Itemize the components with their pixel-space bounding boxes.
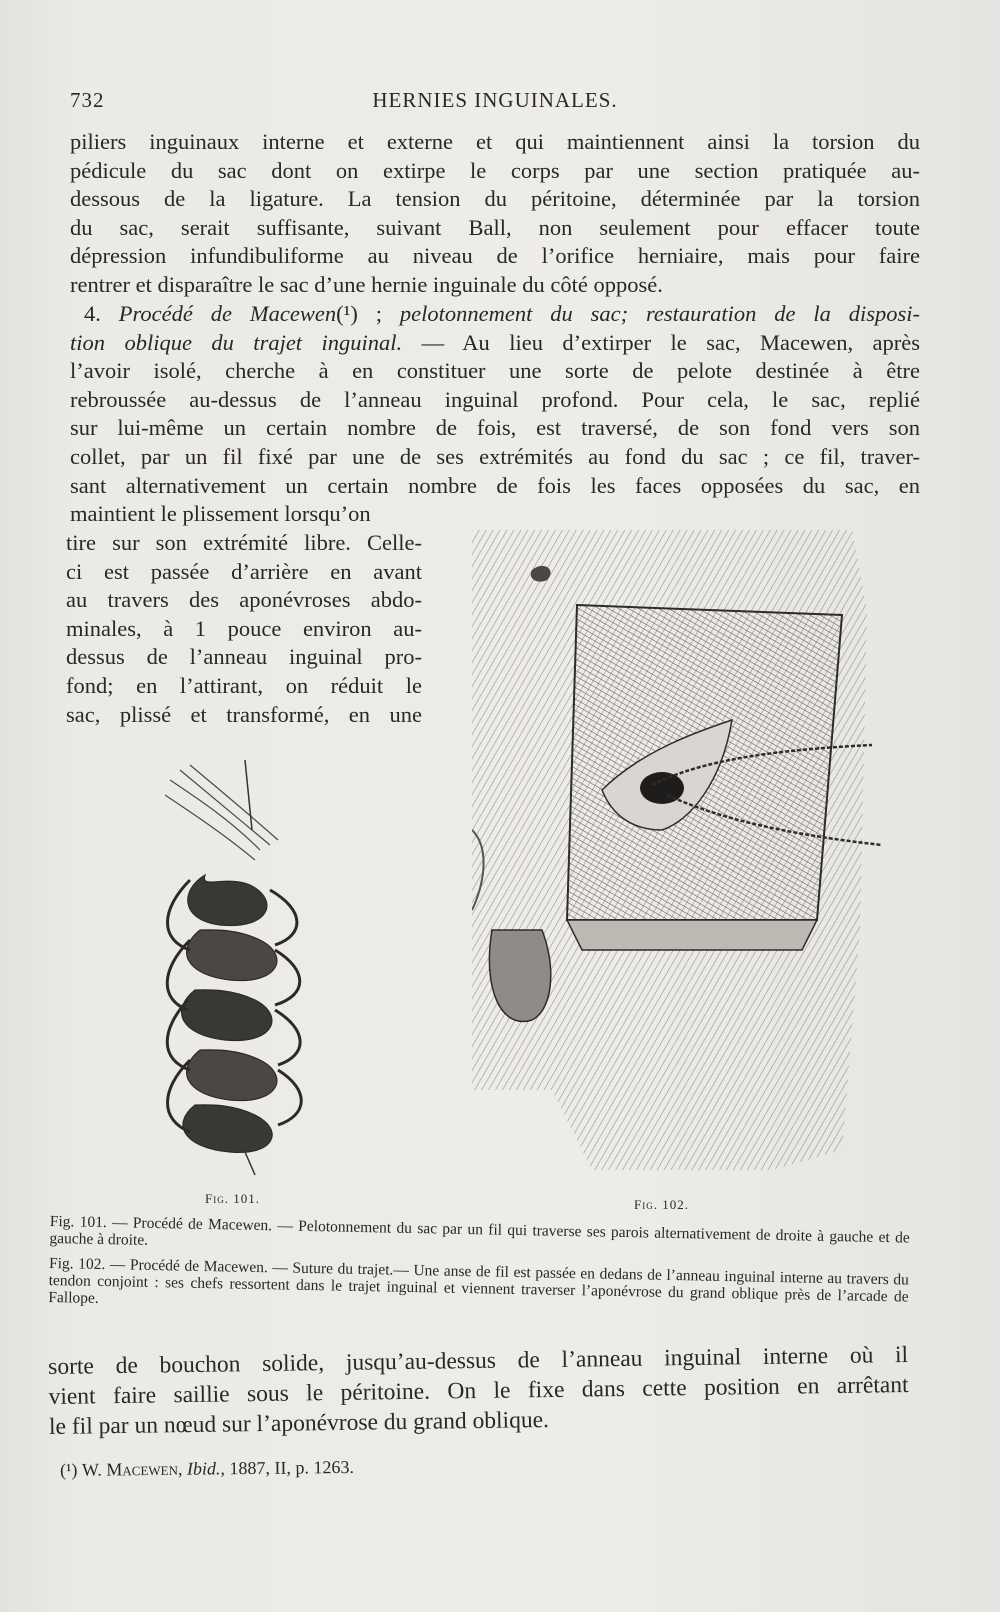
footnote-ref: (¹) ; (336, 301, 400, 326)
text-line: le fil par un nœud sur l’aponévrose du grand oblique. (48, 1407, 550, 1440)
footnote (60, 1457, 354, 1481)
text-line: tire sur son extrémité libre. Celle- (66, 530, 422, 555)
section-number: 4. (84, 301, 101, 326)
figure-101-label: Fig. 101. (205, 1191, 260, 1206)
text-line: dessus de l’anneau inguinal pro- (66, 644, 422, 670)
figure-102 (472, 530, 884, 1180)
section-title-line (70, 329, 920, 358)
footnote-author: W. Macewen, (81, 1458, 188, 1480)
footnote-ibid: Ibid. (186, 1458, 221, 1479)
text-line: rebroussée au-dessus de l’anneau inguinal profond. Pour cela, le sac, replié (70, 386, 920, 412)
text-line: dépression infundibuliforme au niveau de l’orifice herniaire, mais pour faire (70, 243, 920, 269)
text-line: du sac, serait suffisante, suivant Ball, non seulement pour effacer toute (70, 214, 920, 240)
text-line: l’avoir isolé, cherche à en constituer une sorte de pelote destinée à être (70, 358, 920, 384)
surgical-field-illustration (472, 530, 884, 1180)
caption-fig-102: Fig. 102. — Procédé de Macewen. — Suture du trajet.— Une anse de fil est passée en dedans de l’anneau inguinal interne au travers du tendon conjoint : ses chefs ressortent dans le trajet inguinal et viennent traverser l’aponévrose du grand oblique près de l’arcade de Fallope. (48, 1254, 910, 1307)
text-line: sorte de bouchon solide, jusqu’au-dessus de l’anneau inguinal interne où il (48, 1341, 909, 1380)
text-line: fond; en l’attirant, on réduit le (66, 672, 422, 698)
text-line: rentrer et disparaître le sac d’une hernie inguinale du côté opposé. (70, 271, 663, 297)
page-header (70, 88, 920, 114)
wrapped-paragraph (66, 529, 422, 729)
section-title-italic: pelotonnement du sac; restauration de la disposi- (399, 301, 921, 326)
page-number: 732 (70, 88, 105, 112)
text-line: — Au lieu d’extirper le sac, Macewen, après (402, 329, 921, 355)
text-line: sac, plissé et transformé, en une (66, 701, 422, 727)
paragraph-continued (70, 128, 920, 300)
figure-102-label: Fig. 102. (634, 1197, 689, 1212)
text-line: minales, à 1 pouce environ au- (66, 615, 422, 641)
footnote-reference: , 1887, II, p. 1263. (220, 1456, 355, 1479)
section-4 (70, 300, 920, 529)
section-title-italic: tion oblique du trajet inguinal. (70, 329, 403, 355)
text-line: ci est passée d’arrière en avant (66, 558, 422, 584)
text-line: au travers des aponévroses abdo- (66, 587, 422, 613)
text-line: dessous de la ligature. La tension du péritoine, déterminée par la torsion (70, 186, 920, 212)
figure-101 (160, 760, 330, 1180)
text-line: collet, par un fil fixé par une de ses extrémités au fond du sac ; ce fil, traver- (70, 443, 920, 469)
text-line: maintient le plissement lorsqu’on (70, 501, 371, 527)
text-line: vient faire saillie sous le péritoine. On le fixe dans cette position en arrêtant (48, 1371, 909, 1410)
text-line: sant alternativement un certain nombre de fois les faces opposées du sac, en (70, 472, 920, 498)
text-line: pédicule du sac dont on extirpe le corps par une section pratiquée au- (70, 157, 920, 183)
text-line: piliers inguinaux interne et externe et qui maintiennent ainsi la torsion du (70, 129, 920, 154)
running-title: HERNIES INGUINALES. (372, 88, 618, 112)
figure-captions (48, 1213, 910, 1330)
paragraph-conclusion (48, 1340, 909, 1442)
section-title-line (70, 300, 920, 329)
footnote-mark: (¹) (60, 1459, 83, 1480)
folded-sac-illustration (160, 760, 330, 1180)
text-line: sur lui-même un certain nombre de fois, est traversé, de son fond vers son (70, 415, 920, 441)
section-title-italic: Procédé de Macewen (118, 301, 337, 326)
caption-fig-101: Fig. 101. — Procédé de Macewen. — Pelotonnement du sac par un fil qui traverse ses parois alternativement de droite à gauche et de gauche à droite. (49, 1213, 910, 1249)
